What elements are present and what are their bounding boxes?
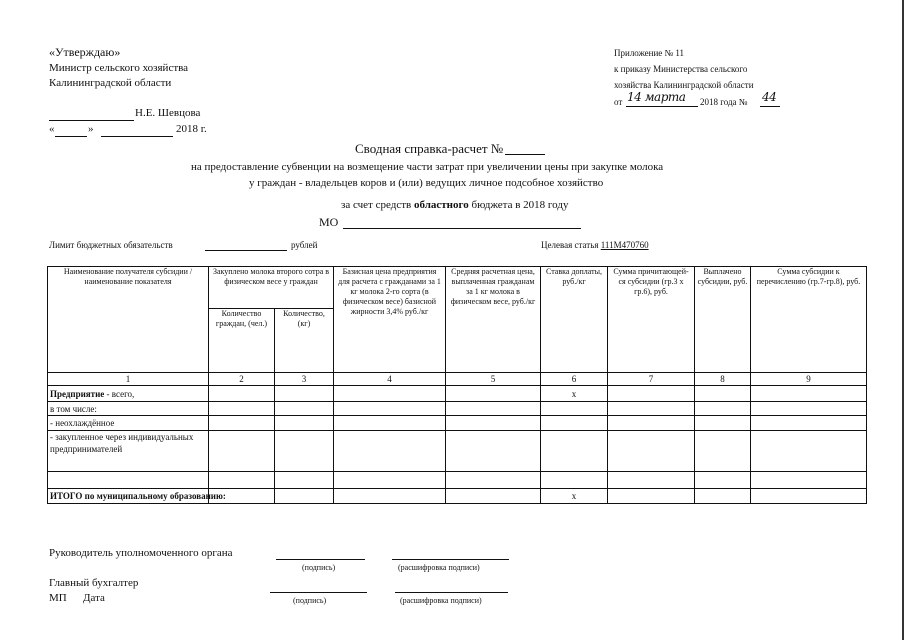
table-cell[interactable] (751, 431, 867, 472)
approval-date-close: » (88, 123, 94, 135)
table-cell[interactable] (541, 472, 608, 489)
table-cell[interactable] (446, 431, 541, 472)
column-number: 5 (446, 373, 541, 386)
table-cell[interactable] (695, 472, 751, 489)
approval-month-line (101, 136, 173, 137)
header-rate: Ставка доплаты, руб./кг (541, 267, 608, 373)
table-row (48, 431, 867, 472)
table-cell[interactable] (446, 402, 541, 416)
mp-label: МП (49, 592, 67, 604)
column-number: 1 (48, 373, 209, 386)
x-mark: х (541, 489, 608, 504)
row-chilled-label: - закупленное через индивидуальных предпринимателей (48, 431, 209, 472)
table-cell[interactable] (751, 472, 867, 489)
row-including-label: в том числе: (48, 402, 209, 416)
appendix-number-line (760, 106, 780, 107)
table-cell[interactable] (209, 472, 275, 489)
row-enterprise-rest: - всего, (104, 388, 135, 399)
table-cell[interactable] (334, 472, 446, 489)
limit-value-line (205, 250, 287, 251)
appendix-line-1: Приложение № 11 (614, 48, 685, 58)
budget-suffix: бюджета в 2018 году (471, 199, 569, 211)
table-cell[interactable] (695, 386, 751, 402)
document-number-line (505, 154, 545, 155)
accountant-sign-caption: (подпись) (293, 596, 327, 605)
table-cell[interactable] (695, 489, 751, 504)
appendix-year-number: 2018 года № (700, 97, 748, 107)
table-cell[interactable] (275, 402, 334, 416)
table-cell[interactable] (751, 416, 867, 431)
table-cell[interactable] (751, 386, 867, 402)
column-number: 9 (751, 373, 867, 386)
table-cell[interactable] (334, 402, 446, 416)
table-cell[interactable] (695, 416, 751, 431)
table-cell[interactable] (275, 416, 334, 431)
head-decode-caption: (расшифровка подписи) (398, 563, 480, 572)
target-code: 111M470760 (600, 240, 649, 250)
limit-label: Лимит бюджетных обязательств (49, 240, 173, 250)
head-signature-line (276, 559, 365, 560)
approval-date-open: « (49, 123, 55, 135)
document-title: Сводная справка-расчет № (355, 141, 504, 156)
table-cell[interactable] (446, 489, 541, 504)
x-mark: х (541, 386, 608, 402)
head-sign-caption: (подпись) (302, 563, 336, 572)
table-cell[interactable] (275, 431, 334, 472)
table-cell[interactable] (209, 431, 275, 472)
budget-level: областного (413, 199, 469, 211)
header-recipient: Наименование получателя субсидии / наименование показателя (48, 267, 209, 373)
table-cell[interactable] (608, 472, 695, 489)
table-row (48, 416, 867, 431)
signer-name: Н.Е. Шевцова (135, 107, 201, 119)
target-label: Целевая статья (541, 240, 599, 250)
row-enterprise-label (48, 386, 209, 402)
head-signature-label: Руководитель уполномоченного органа (49, 547, 233, 559)
header-due-subsidy: Сумма причитающей-ся субсидии (гр.3 х гр.6), руб. (608, 267, 695, 373)
table-cell[interactable] (608, 489, 695, 504)
column-number-row (48, 373, 867, 386)
table-cell[interactable] (275, 489, 334, 504)
column-number: 4 (334, 373, 446, 386)
table-cell[interactable] (48, 472, 209, 489)
date-label: Дата (83, 592, 105, 604)
table-cell[interactable] (446, 416, 541, 431)
column-number: 6 (541, 373, 608, 386)
limit-unit: рублей (291, 240, 318, 250)
table-cell[interactable] (209, 402, 275, 416)
header-milk-purchased: Закуплено молока второго сотра в физическом весе у граждан (209, 267, 334, 309)
budget-source-line (341, 199, 568, 211)
subsidy-table (47, 266, 867, 504)
table-cell[interactable] (275, 386, 334, 402)
appendix-line-2: к приказу Министерства сельского (614, 64, 748, 74)
table-cell[interactable] (541, 402, 608, 416)
table-cell[interactable] (209, 386, 275, 402)
table-row (48, 489, 867, 504)
header-paid-subsidy: Выплачено субсидии, руб. (695, 267, 751, 373)
header-average-price: Средняя расчетная цена, выплаченная гражданам за 1 кг молока в физическом весе, руб./кг (446, 267, 541, 373)
head-decode-line (392, 559, 509, 560)
municipality-label: МО (319, 215, 339, 229)
appendix-handwritten-date: 14 марта (627, 90, 686, 104)
accountant-label: Главный бухгалтер (49, 577, 139, 589)
table-cell[interactable] (334, 416, 446, 431)
accountant-decode-caption: (расшифровка подписи) (400, 596, 482, 605)
table-row (48, 402, 867, 416)
scan-edge (902, 0, 904, 640)
table-cell[interactable] (751, 402, 867, 416)
accountant-decode-line (395, 592, 508, 593)
appendix-date-line (626, 106, 698, 107)
table-cell[interactable] (334, 489, 446, 504)
approval-line-2: Калининградской области (49, 77, 172, 89)
budget-prefix: за счет средств (341, 199, 412, 211)
row-total-label: ИТОГО по муниципальному образованию: (48, 489, 209, 504)
column-number: 3 (275, 373, 334, 386)
column-number: 7 (608, 373, 695, 386)
table-cell[interactable] (608, 386, 695, 402)
subtitle-line-2: у граждан - владельцев коров и (или) ведущих личное подсобное хозяйство (249, 177, 604, 189)
table-cell[interactable] (334, 386, 446, 402)
signer-signature-line (49, 120, 134, 121)
table-cell[interactable] (608, 416, 695, 431)
column-number: 8 (695, 373, 751, 386)
table-cell[interactable] (446, 472, 541, 489)
table-cell[interactable] (695, 402, 751, 416)
table-header-row (48, 267, 867, 309)
table-cell[interactable] (695, 431, 751, 472)
table-cell[interactable] (608, 431, 695, 472)
table-cell[interactable] (541, 431, 608, 472)
header-subsidy-transfer: Сумма субсидии к перечислению (гр.7-гр.8), руб. (751, 267, 867, 373)
table-cell[interactable] (608, 402, 695, 416)
table-cell[interactable] (334, 431, 446, 472)
appendix-handwritten-number: 44 (762, 90, 777, 104)
municipality-line (343, 228, 581, 229)
column-number: 2 (209, 373, 275, 386)
table-cell[interactable] (751, 489, 867, 504)
row-unchilled-label: - неохлаждённое (48, 416, 209, 431)
table-cell[interactable] (209, 416, 275, 431)
approval-heading: «Утверждаю» (49, 45, 121, 59)
table-row (48, 472, 867, 489)
approval-day-line (55, 136, 87, 137)
table-row (48, 386, 867, 402)
row-enterprise-bold: Предприятие (50, 388, 105, 399)
header-base-price: Базисная цена предприятия для расчета с гражданами за 1 кг молока 2-го сорта (в физическом весе) базисной жирности 3,4% руб./кг (334, 267, 446, 373)
table-cell[interactable] (541, 416, 608, 431)
accountant-signature-line (270, 592, 367, 593)
appendix-line-3: хозяйства Калининградской области (614, 80, 754, 90)
header-citizens-count: Количество граждан, (чел.) (209, 309, 275, 373)
table-cell[interactable] (446, 386, 541, 402)
subtitle-line-1: на предоставление субвенции на возмещение части затрат при увеличении цены при закупке молока (191, 161, 664, 173)
approval-line-1: Министр сельского хозяйства (49, 62, 189, 74)
appendix-date-prefix: от (614, 97, 623, 107)
target-article (541, 240, 649, 250)
approval-year: 2018 г. (176, 123, 207, 135)
table-cell[interactable] (275, 472, 334, 489)
header-quantity-kg: Количество, (кг) (275, 309, 334, 373)
